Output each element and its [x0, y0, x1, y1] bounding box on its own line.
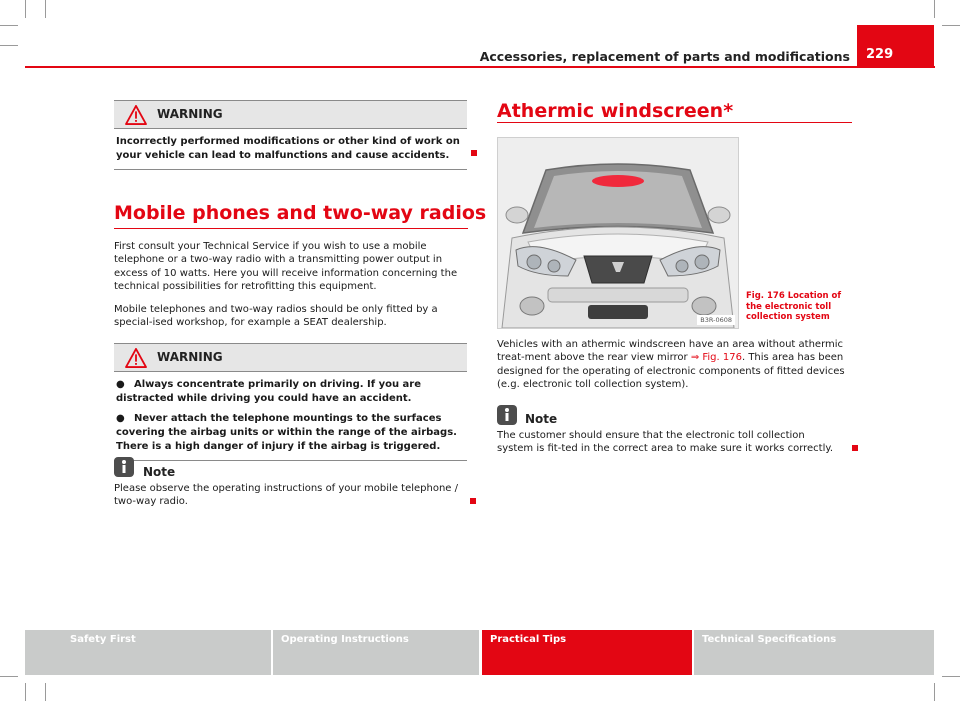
warning-title: WARNING [157, 107, 223, 121]
footer-tab-practical-tips[interactable] [482, 630, 692, 675]
note-text: The customer should ensure that the electronic toll collection system is fit-ted in the correct area to make sure it works correctly. [497, 430, 834, 455]
crop-mark [942, 676, 960, 677]
car-front-illustration [498, 138, 738, 328]
warning-item [116, 378, 465, 406]
paragraph [497, 338, 855, 392]
footer-tab-label: Safety First [70, 634, 136, 645]
footer-tab-safety-first[interactable] [25, 630, 271, 675]
paragraph: Mobile telephones and two-way radios should be only fitted by a special-ised workshop, for example a SEAT dealership. [114, 304, 438, 329]
paragraph: First consult your Technical Service if you wish to use a mobile telephone or a two-way radio with a transmitting power output in excess of 10 watts. Here you will receive information concerning the technical possibilities for retrofitting this equipment. [114, 241, 458, 293]
header-rule [25, 66, 935, 68]
crop-mark [934, 683, 935, 701]
note-icon [114, 457, 134, 477]
crop-mark [942, 25, 960, 26]
section-end-mark [852, 445, 858, 451]
figure-code: B3R-0608 [697, 315, 735, 325]
crop-mark [0, 25, 18, 26]
warning-header [114, 101, 467, 129]
crop-mark [25, 0, 26, 18]
heading-rule [497, 122, 852, 123]
crop-mark [45, 0, 46, 18]
crop-mark [934, 0, 935, 18]
section-end-mark [470, 498, 476, 504]
footer-tab-label: Practical Tips [490, 634, 567, 645]
bullet-icon: ● [116, 379, 125, 390]
warning-header [114, 344, 467, 372]
note-title: Note [525, 412, 558, 426]
footer-tab-label: Technical Specifications [702, 634, 837, 645]
page-number: 229 [866, 47, 894, 62]
crop-mark [25, 683, 26, 701]
footer-tab-label: Operating Instructions [281, 634, 409, 645]
warning-triangle-icon [125, 348, 147, 368]
note-icon [497, 405, 517, 425]
crop-mark [45, 683, 46, 701]
warning-title: WARNING [157, 350, 223, 364]
warning-triangle-icon [125, 105, 147, 125]
warning-box [114, 343, 467, 461]
warning-body [114, 129, 467, 169]
footer-tab-technical-specifications[interactable] [694, 630, 934, 675]
info-icon [497, 405, 517, 425]
figure-car-front [497, 137, 739, 329]
warning-box [114, 100, 467, 170]
warning-text: Incorrectly performed modifications or other kind of work on your vehicle can lead to malfunctions and cause accidents. [116, 136, 460, 161]
crop-mark [0, 45, 18, 46]
warning-item-text: Always concentrate primarily on driving. If you are distracted while driving you could have an accident. [116, 379, 422, 404]
footer-tab-operating-instructions[interactable] [273, 630, 479, 675]
info-icon [114, 457, 134, 477]
figure-link[interactable]: ⇒ Fig. 176 [690, 352, 742, 364]
paragraph-text: . This area has been designed for the operating of electronic components of fitted devices (e.g. electronic toll collection system). [497, 352, 845, 391]
bullet-icon: ● [116, 413, 125, 424]
warning-body [114, 372, 467, 460]
note-title: Note [143, 465, 176, 479]
paragraph-text: Vehicles with an athermic windscreen have an area without athermic treat-ment above the rear view mirror [497, 339, 844, 364]
heading-rule [114, 228, 468, 229]
crop-mark [0, 676, 18, 677]
warning-item-text: Never attach the telephone mountings to the surfaces covering the airbag units or within the range of the airbags. There is a high danger of injury if the airbag is triggered. [116, 413, 457, 452]
section-end-mark [471, 150, 477, 156]
warning-item [116, 412, 465, 454]
note-text: Please observe the operating instructions of your mobile telephone / two-way radio. [114, 483, 458, 508]
section-header-title: Accessories, replacement of parts and modifications [479, 49, 850, 64]
section-heading: Athermic windscreen* [497, 100, 734, 122]
section-heading: Mobile phones and two-way radios [114, 202, 487, 224]
figure-caption: Fig. 176 Location of the electronic toll collection system [746, 291, 842, 322]
